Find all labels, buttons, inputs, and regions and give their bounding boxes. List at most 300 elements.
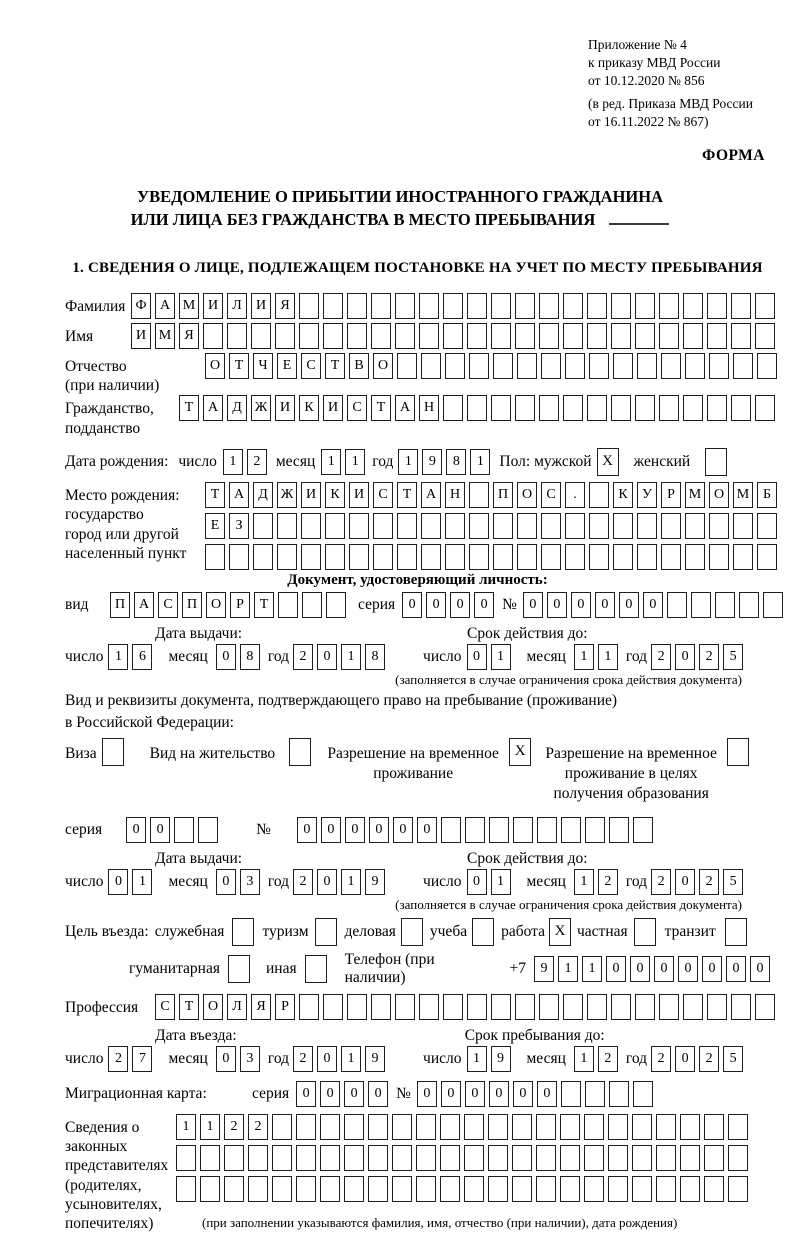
form-cell[interactable]: 2 <box>598 1046 618 1072</box>
form-cell[interactable]: 0 <box>108 869 128 895</box>
form-cell[interactable]: 0 <box>417 817 437 843</box>
form-cell[interactable]: 0 <box>441 1081 461 1107</box>
form-cell[interactable] <box>323 293 343 319</box>
form-cell[interactable]: 9 <box>365 869 385 895</box>
form-cell[interactable] <box>589 513 609 539</box>
form-cell[interactable]: К <box>325 482 345 508</box>
form-cell[interactable]: 2 <box>651 869 671 895</box>
form-cell[interactable] <box>683 395 703 421</box>
form-cell[interactable]: М <box>155 323 175 349</box>
form-cell[interactable] <box>539 293 559 319</box>
form-cell[interactable]: 0 <box>393 817 413 843</box>
form-cell[interactable]: 0 <box>654 956 674 982</box>
form-cell[interactable] <box>536 1114 556 1140</box>
form-cell[interactable]: 0 <box>426 592 446 618</box>
form-cell[interactable] <box>683 323 703 349</box>
form-cell[interactable]: 0 <box>750 956 770 982</box>
form-cell[interactable]: Т <box>229 353 249 379</box>
form-cell[interactable]: Ф <box>131 293 151 319</box>
form-cell[interactable]: 0 <box>513 1081 533 1107</box>
form-cell[interactable]: Я <box>251 994 271 1020</box>
form-cell[interactable] <box>613 513 633 539</box>
form-cell[interactable]: Н <box>445 482 465 508</box>
form-cell[interactable] <box>323 994 343 1020</box>
form-cell[interactable] <box>440 1176 460 1202</box>
form-cell[interactable] <box>443 323 463 349</box>
form-cell[interactable] <box>467 323 487 349</box>
form-cell[interactable] <box>198 817 218 843</box>
form-cell[interactable] <box>296 1114 316 1140</box>
form-cell[interactable] <box>248 1145 268 1171</box>
form-cell[interactable]: С <box>158 592 178 618</box>
form-cell[interactable]: А <box>155 293 175 319</box>
form-cell[interactable] <box>517 353 537 379</box>
form-cell[interactable]: М <box>179 293 199 319</box>
form-cell[interactable]: 1 <box>574 869 594 895</box>
form-cell[interactable] <box>733 513 753 539</box>
form-cell[interactable] <box>637 513 657 539</box>
form-cell[interactable] <box>416 1176 436 1202</box>
form-cell[interactable] <box>491 293 511 319</box>
form-cell[interactable] <box>632 1114 652 1140</box>
form-cell[interactable]: 0 <box>216 644 236 670</box>
form-cell[interactable] <box>299 323 319 349</box>
form-cell[interactable] <box>656 1176 676 1202</box>
form-cell[interactable] <box>419 323 439 349</box>
form-cell[interactable] <box>563 293 583 319</box>
form-cell[interactable] <box>536 1145 556 1171</box>
form-cell[interactable] <box>731 395 751 421</box>
form-cell[interactable] <box>659 395 679 421</box>
form-cell[interactable]: 0 <box>523 592 543 618</box>
form-cell[interactable] <box>515 293 535 319</box>
form-cell[interactable] <box>537 817 557 843</box>
form-cell[interactable]: С <box>301 353 321 379</box>
form-cell[interactable]: 2 <box>248 1114 268 1140</box>
form-cell[interactable]: 1 <box>176 1114 196 1140</box>
form-cell[interactable] <box>709 353 729 379</box>
form-cell[interactable]: 1 <box>491 869 511 895</box>
form-cell[interactable] <box>272 1176 292 1202</box>
form-cell[interactable] <box>541 544 561 570</box>
form-cell[interactable] <box>637 353 657 379</box>
form-cell[interactable] <box>174 817 194 843</box>
form-cell[interactable] <box>467 395 487 421</box>
form-cell[interactable] <box>445 353 465 379</box>
form-cell[interactable] <box>419 994 439 1020</box>
form-cell[interactable] <box>299 994 319 1020</box>
form-cell[interactable]: И <box>349 482 369 508</box>
form-cell[interactable] <box>584 1114 604 1140</box>
form-cell[interactable]: 8 <box>240 644 260 670</box>
form-cell[interactable]: С <box>155 994 175 1020</box>
form-cell[interactable] <box>635 293 655 319</box>
form-cell[interactable] <box>587 395 607 421</box>
form-cell[interactable]: К <box>613 482 633 508</box>
form-cell[interactable]: Т <box>325 353 345 379</box>
form-cell[interactable] <box>587 323 607 349</box>
form-cell[interactable] <box>659 994 679 1020</box>
form-cell[interactable]: А <box>203 395 223 421</box>
form-cell[interactable] <box>469 482 489 508</box>
sex-male-checkbox[interactable]: X <box>597 448 619 476</box>
form-cell[interactable] <box>707 395 727 421</box>
form-cell[interactable] <box>707 293 727 319</box>
form-cell[interactable] <box>248 1176 268 1202</box>
form-cell[interactable] <box>344 1114 364 1140</box>
form-cell[interactable]: И <box>251 293 271 319</box>
form-cell[interactable]: А <box>395 395 415 421</box>
form-cell[interactable]: 0 <box>216 1046 236 1072</box>
form-cell[interactable] <box>395 323 415 349</box>
form-cell[interactable] <box>560 1114 580 1140</box>
form-cell[interactable]: 2 <box>651 1046 671 1072</box>
form-cell[interactable] <box>347 323 367 349</box>
form-cell[interactable]: 1 <box>341 869 361 895</box>
form-cell[interactable] <box>395 293 415 319</box>
form-cell[interactable] <box>632 1176 652 1202</box>
form-cell[interactable]: 0 <box>547 592 567 618</box>
form-cell[interactable]: С <box>373 482 393 508</box>
sex-female-checkbox[interactable] <box>705 448 727 476</box>
form-cell[interactable] <box>392 1114 412 1140</box>
form-cell[interactable] <box>704 1114 724 1140</box>
form-cell[interactable]: 0 <box>489 1081 509 1107</box>
purpose-study-checkbox[interactable] <box>472 918 494 946</box>
form-cell[interactable] <box>611 293 631 319</box>
form-cell[interactable]: 1 <box>132 869 152 895</box>
form-cell[interactable]: 0 <box>344 1081 364 1107</box>
form-cell[interactable]: 9 <box>422 449 442 475</box>
form-cell[interactable] <box>349 544 369 570</box>
form-cell[interactable] <box>632 1145 652 1171</box>
form-cell[interactable]: 0 <box>675 869 695 895</box>
form-cell[interactable] <box>277 513 297 539</box>
form-cell[interactable]: 1 <box>470 449 490 475</box>
form-cell[interactable]: 2 <box>651 644 671 670</box>
form-cell[interactable] <box>373 513 393 539</box>
form-cell[interactable] <box>563 994 583 1020</box>
form-cell[interactable] <box>715 592 735 618</box>
form-cell[interactable] <box>755 395 775 421</box>
form-cell[interactable] <box>739 592 759 618</box>
form-cell[interactable]: 2 <box>224 1114 244 1140</box>
form-cell[interactable] <box>224 1176 244 1202</box>
form-cell[interactable] <box>733 353 753 379</box>
form-cell[interactable]: 0 <box>630 956 650 982</box>
form-cell[interactable] <box>611 395 631 421</box>
form-cell[interactable] <box>325 544 345 570</box>
form-cell[interactable] <box>440 1145 460 1171</box>
form-cell[interactable]: М <box>685 482 705 508</box>
form-cell[interactable] <box>728 1145 748 1171</box>
form-cell[interactable] <box>371 994 391 1020</box>
form-cell[interactable]: 1 <box>321 449 341 475</box>
form-cell[interactable] <box>513 817 533 843</box>
form-cell[interactable] <box>763 592 783 618</box>
form-cell[interactable] <box>493 544 513 570</box>
form-cell[interactable]: 0 <box>126 817 146 843</box>
form-cell[interactable]: 2 <box>293 869 313 895</box>
form-cell[interactable]: Т <box>254 592 274 618</box>
form-cell[interactable] <box>587 994 607 1020</box>
form-cell[interactable]: 1 <box>108 644 128 670</box>
form-cell[interactable]: 5 <box>723 1046 743 1072</box>
form-cell[interactable]: Т <box>205 482 225 508</box>
form-cell[interactable]: Р <box>661 482 681 508</box>
form-cell[interactable]: П <box>110 592 130 618</box>
form-cell[interactable]: И <box>203 293 223 319</box>
form-cell[interactable] <box>709 544 729 570</box>
form-cell[interactable]: 0 <box>321 817 341 843</box>
form-cell[interactable]: О <box>517 482 537 508</box>
form-cell[interactable] <box>731 293 751 319</box>
form-cell[interactable]: И <box>275 395 295 421</box>
form-cell[interactable] <box>633 1081 653 1107</box>
form-cell[interactable]: 0 <box>702 956 722 982</box>
purpose-official-checkbox[interactable] <box>232 918 254 946</box>
form-cell[interactable]: 0 <box>465 1081 485 1107</box>
form-cell[interactable] <box>465 817 485 843</box>
form-cell[interactable] <box>757 513 777 539</box>
form-cell[interactable]: А <box>421 482 441 508</box>
form-cell[interactable] <box>344 1176 364 1202</box>
form-cell[interactable] <box>517 544 537 570</box>
form-cell[interactable]: 0 <box>537 1081 557 1107</box>
form-cell[interactable] <box>320 1145 340 1171</box>
form-cell[interactable] <box>368 1114 388 1140</box>
form-cell[interactable] <box>517 513 537 539</box>
form-cell[interactable] <box>443 395 463 421</box>
form-cell[interactable]: Д <box>227 395 247 421</box>
form-cell[interactable] <box>278 592 298 618</box>
form-cell[interactable]: 1 <box>467 1046 487 1072</box>
form-cell[interactable] <box>421 513 441 539</box>
form-cell[interactable] <box>659 293 679 319</box>
form-cell[interactable] <box>613 353 633 379</box>
temp-residence-edu-checkbox[interactable] <box>727 738 749 766</box>
form-cell[interactable]: Т <box>179 994 199 1020</box>
form-cell[interactable] <box>392 1176 412 1202</box>
form-cell[interactable]: Я <box>275 293 295 319</box>
form-cell[interactable] <box>609 1081 629 1107</box>
form-cell[interactable] <box>205 544 225 570</box>
form-cell[interactable] <box>755 323 775 349</box>
form-cell[interactable] <box>296 1145 316 1171</box>
form-cell[interactable]: 1 <box>200 1114 220 1140</box>
form-cell[interactable] <box>539 395 559 421</box>
form-cell[interactable] <box>755 293 775 319</box>
form-cell[interactable] <box>661 353 681 379</box>
form-cell[interactable]: 0 <box>450 592 470 618</box>
form-cell[interactable]: 1 <box>398 449 418 475</box>
form-cell[interactable]: 0 <box>678 956 698 982</box>
purpose-private-checkbox[interactable] <box>634 918 656 946</box>
form-cell[interactable] <box>633 817 653 843</box>
purpose-other-checkbox[interactable] <box>305 955 327 983</box>
form-cell[interactable]: 1 <box>582 956 602 982</box>
form-cell[interactable]: 2 <box>699 644 719 670</box>
form-cell[interactable] <box>416 1145 436 1171</box>
form-cell[interactable] <box>683 994 703 1020</box>
form-cell[interactable] <box>683 293 703 319</box>
form-cell[interactable]: 9 <box>534 956 554 982</box>
form-cell[interactable]: К <box>299 395 319 421</box>
form-cell[interactable] <box>493 353 513 379</box>
form-cell[interactable]: О <box>373 353 393 379</box>
form-cell[interactable] <box>680 1114 700 1140</box>
form-cell[interactable] <box>685 544 705 570</box>
form-cell[interactable] <box>608 1114 628 1140</box>
form-cell[interactable]: Л <box>227 293 247 319</box>
form-cell[interactable] <box>563 323 583 349</box>
form-cell[interactable] <box>635 395 655 421</box>
form-cell[interactable] <box>299 293 319 319</box>
form-cell[interactable] <box>488 1176 508 1202</box>
form-cell[interactable] <box>227 323 247 349</box>
form-cell[interactable] <box>443 994 463 1020</box>
form-cell[interactable]: Б <box>757 482 777 508</box>
form-cell[interactable] <box>589 353 609 379</box>
form-cell[interactable]: М <box>733 482 753 508</box>
form-cell[interactable] <box>611 994 631 1020</box>
form-cell[interactable] <box>467 994 487 1020</box>
form-cell[interactable]: 0 <box>296 1081 316 1107</box>
form-cell[interactable]: 2 <box>293 644 313 670</box>
form-cell[interactable] <box>512 1145 532 1171</box>
form-cell[interactable] <box>344 1145 364 1171</box>
form-cell[interactable] <box>608 1176 628 1202</box>
form-cell[interactable]: 1 <box>574 1046 594 1072</box>
form-cell[interactable]: 0 <box>297 817 317 843</box>
form-cell[interactable] <box>441 817 461 843</box>
form-cell[interactable]: И <box>131 323 151 349</box>
form-cell[interactable]: 0 <box>150 817 170 843</box>
form-cell[interactable] <box>347 994 367 1020</box>
form-cell[interactable]: А <box>229 482 249 508</box>
form-cell[interactable]: 1 <box>574 644 594 670</box>
form-cell[interactable] <box>541 353 561 379</box>
form-cell[interactable]: 8 <box>446 449 466 475</box>
form-cell[interactable] <box>488 1114 508 1140</box>
form-cell[interactable]: 0 <box>643 592 663 618</box>
form-cell[interactable] <box>635 323 655 349</box>
form-cell[interactable]: 0 <box>368 1081 388 1107</box>
form-cell[interactable] <box>469 353 489 379</box>
form-cell[interactable] <box>667 592 687 618</box>
form-cell[interactable] <box>445 544 465 570</box>
form-cell[interactable]: 0 <box>675 644 695 670</box>
form-cell[interactable] <box>608 1145 628 1171</box>
form-cell[interactable] <box>656 1114 676 1140</box>
form-cell[interactable] <box>491 994 511 1020</box>
form-cell[interactable]: Ч <box>253 353 273 379</box>
form-cell[interactable] <box>421 544 441 570</box>
form-cell[interactable] <box>224 1145 244 1171</box>
form-cell[interactable]: 0 <box>619 592 639 618</box>
form-cell[interactable] <box>368 1145 388 1171</box>
form-cell[interactable]: 2 <box>247 449 267 475</box>
form-cell[interactable] <box>251 323 271 349</box>
form-cell[interactable]: Я <box>179 323 199 349</box>
form-cell[interactable] <box>589 544 609 570</box>
form-cell[interactable] <box>326 592 346 618</box>
form-cell[interactable] <box>635 994 655 1020</box>
form-cell[interactable]: 0 <box>417 1081 437 1107</box>
form-cell[interactable]: П <box>493 482 513 508</box>
form-cell[interactable] <box>397 353 417 379</box>
form-cell[interactable] <box>561 1081 581 1107</box>
form-cell[interactable]: А <box>134 592 154 618</box>
form-cell[interactable] <box>302 592 322 618</box>
form-cell[interactable]: 2 <box>699 869 719 895</box>
form-cell[interactable] <box>464 1145 484 1171</box>
form-cell[interactable]: П <box>182 592 202 618</box>
form-cell[interactable]: Т <box>397 482 417 508</box>
form-cell[interactable]: Л <box>227 994 247 1020</box>
form-cell[interactable] <box>707 994 727 1020</box>
form-cell[interactable] <box>560 1176 580 1202</box>
form-cell[interactable]: Е <box>205 513 225 539</box>
form-cell[interactable] <box>493 513 513 539</box>
form-cell[interactable]: Д <box>253 482 273 508</box>
form-cell[interactable] <box>421 353 441 379</box>
form-cell[interactable]: 6 <box>132 644 152 670</box>
form-cell[interactable]: 0 <box>345 817 365 843</box>
form-cell[interactable]: 0 <box>467 644 487 670</box>
form-cell[interactable] <box>637 544 657 570</box>
form-cell[interactable]: Е <box>277 353 297 379</box>
form-cell[interactable] <box>229 544 249 570</box>
form-cell[interactable] <box>445 513 465 539</box>
form-cell[interactable] <box>395 994 415 1020</box>
form-cell[interactable] <box>587 293 607 319</box>
form-cell[interactable] <box>176 1176 196 1202</box>
form-cell[interactable] <box>200 1176 220 1202</box>
form-cell[interactable]: 9 <box>491 1046 511 1072</box>
form-cell[interactable] <box>301 513 321 539</box>
form-cell[interactable]: С <box>541 482 561 508</box>
form-cell[interactable]: 1 <box>491 644 511 670</box>
form-cell[interactable]: С <box>347 395 367 421</box>
form-cell[interactable]: 0 <box>317 1046 337 1072</box>
form-cell[interactable] <box>347 293 367 319</box>
form-cell[interactable]: 0 <box>571 592 591 618</box>
form-cell[interactable] <box>561 817 581 843</box>
form-cell[interactable] <box>176 1145 196 1171</box>
purpose-humanitarian-checkbox[interactable] <box>228 955 250 983</box>
purpose-transit-checkbox[interactable] <box>725 918 747 946</box>
form-cell[interactable] <box>733 544 753 570</box>
form-cell[interactable]: 0 <box>317 869 337 895</box>
form-cell[interactable]: Т <box>371 395 391 421</box>
form-cell[interactable] <box>728 1114 748 1140</box>
form-cell[interactable] <box>397 544 417 570</box>
form-cell[interactable] <box>680 1176 700 1202</box>
temp-residence-checkbox[interactable]: X <box>509 738 531 766</box>
form-cell[interactable] <box>397 513 417 539</box>
form-cell[interactable] <box>536 1176 556 1202</box>
purpose-work-checkbox[interactable]: X <box>549 918 571 946</box>
form-cell[interactable]: О <box>206 592 226 618</box>
form-cell[interactable]: 5 <box>723 869 743 895</box>
form-cell[interactable]: 0 <box>675 1046 695 1072</box>
form-cell[interactable] <box>656 1145 676 1171</box>
form-cell[interactable] <box>563 395 583 421</box>
form-cell[interactable]: 0 <box>726 956 746 982</box>
form-cell[interactable] <box>565 544 585 570</box>
form-cell[interactable]: 1 <box>341 1046 361 1072</box>
